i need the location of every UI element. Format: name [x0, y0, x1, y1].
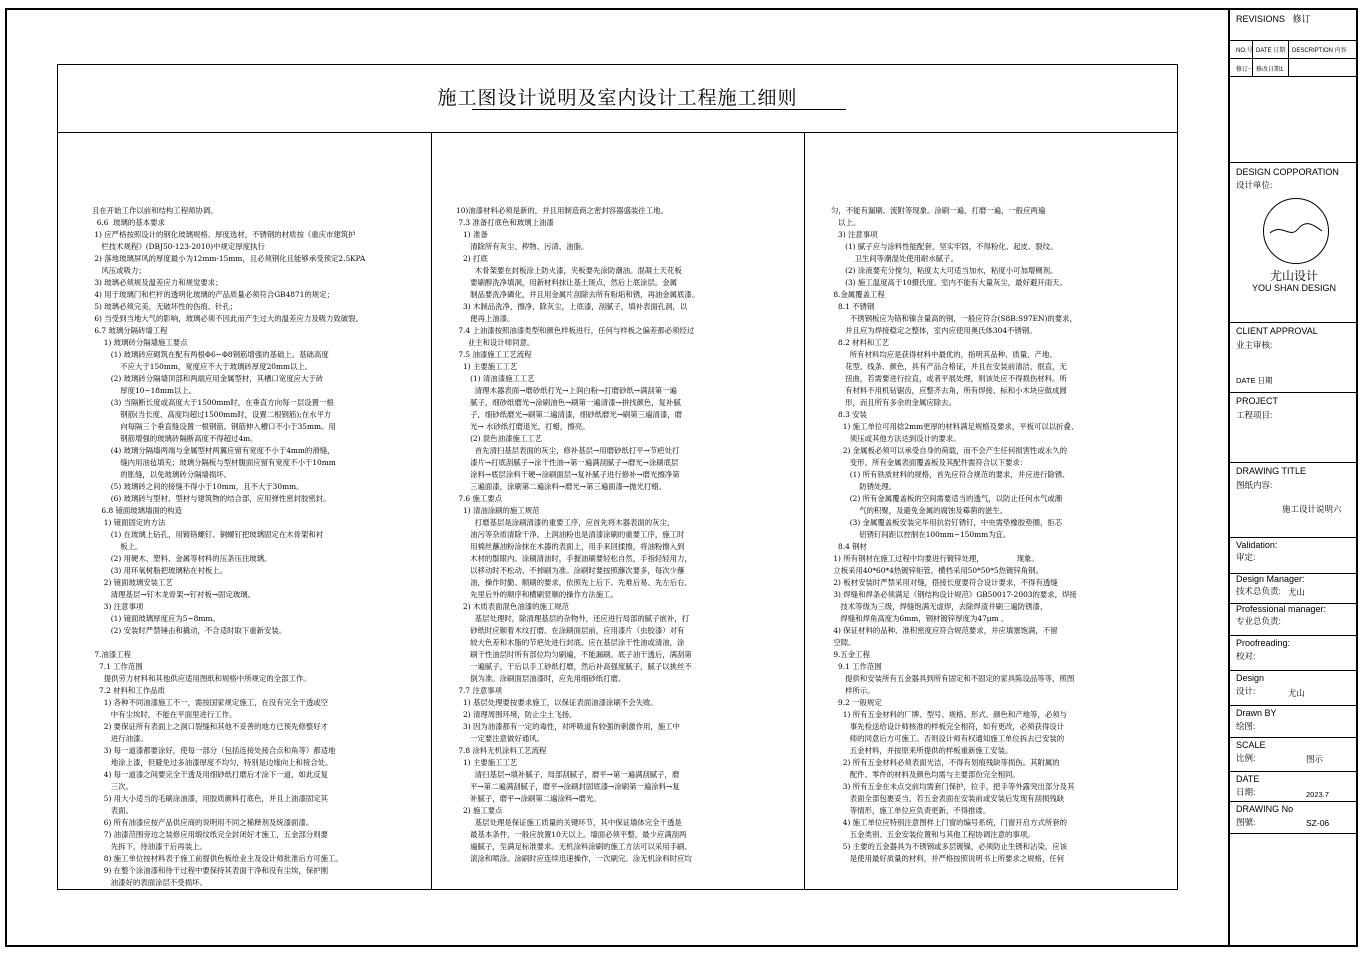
document-title: 施工图设计说明及室内设计工程施工细则	[437, 87, 798, 109]
drawing-title-label: DRAWING TITLE	[1236, 466, 1307, 476]
design-manager-cn-label: 技术总负责:	[1236, 586, 1281, 596]
rev-desc-header: DESCRIPTION 内容	[1292, 48, 1347, 54]
proofreading-label: Proofreading:	[1236, 638, 1291, 648]
validation-label: Validation:	[1236, 540, 1278, 550]
design-label: Design	[1236, 673, 1265, 683]
project-item-label: 工程项目:	[1236, 410, 1273, 420]
drawing-title-section	[1230, 463, 1358, 538]
rev-row1-no: 修订一	[1236, 67, 1255, 73]
scale-value: 图示	[1306, 754, 1324, 764]
date-value: 2023.7	[1306, 790, 1329, 799]
scale-label: SCALE	[1236, 740, 1266, 750]
client-approval-label: CLIENT APPROVAL	[1236, 326, 1318, 336]
spec-column-3: 匀，不能有漏刷、流附等现象。涂刷一遍，打磨一遍，一般应两遍 以上。 3) 注意事项 (1) 腻子应与涂料性能配套，坚实牢固，不得粉化、起皮、裂纹。 卫生间等潮湿处使用耐水腻子。 (2) 涂液要充分搅匀，粘度太大可适当加水，粘度小可加增稠剂。 (3) 施工温度高于10摄氏度。室内不能有大量灰尘，最好避开雨天。 8.金属覆盖工程 8.1 不锈钢 不锈钢板应为铬和镍含量高的钢，一般应符合(S8B:S97EN)的要求， 并且应为焊接稳定之整体，室内应使用奥氏体304不锈钢。 8.2 材料和工艺 所有材料均应是获得材料中最优的，指明其品种、质量、产地、 花型、线条、颜色，具有产品合格证，并且在安装前清洁，抿直，无 扭曲，若需要进行拉直，或者平展处理，则该处应不得损伤材料。所 有材料不用机钻锯齿，应整齐去角，所有焊接、标和小木块应做成圆 形，而且所有多余的金属应除去。 8.3 安装 1) 施工单位可用捻2mm更厚的材料满足规格及要求，平板可以以折叠、 须压或其他方法达到设计的要求。 2) 金属板必须可以承受自身的荷载，而不会产生任何损害性或永久的 变形。所有金属表面覆盖板及其配件需符合以下要求： (1) 所有铁质材料的规格，首先应符合规范的要求，并应进行除锈、 防锈处理。 (2) 所有金属覆盖板的空间需要适当的透气，以防止任何水气或潮 气的积聚，及避免金属的腐蚀及霉菌的滋生。 (3) 金属覆盖板安装完毕用抗岩钉锈钉，中央需垫橡胶垫圈，拒芯 铝锈钉间距以控制在100mm~150mm为宜。 8.4 钢材 1) 所有钢材在施工过程中均要进行镀锌处理， 现象。 立板采用40*60*4热镀锌矩管，横档采用50*50*5热镀锌角钢。 2) 板材安装时严禁采用对缝，搭接长度要符合设计要求，不得有透缝 3) 焊缝和焊条必须满足《钢结构设计规范》GB50017-2003的要求，焊接 技术等级为三级，焊缝饱满无虚焊，去除焊渣并刷三遍防锈漆， 焊缝和焊角高度为6mm，钢材镀锌厚度为47μm 。 4) 保证材料的品种、准积密度应符合规范要求，并应填塞饱满，不留 空隙。 9.五金工程 9.1 工作范围 提供和安装所有五金器具到所有固定和不固定的家具陈设品等等，照图 样所示。 9.2 一般规定 1) 所有五金材料的厂牌、型号、规格、形式、颜色和产地等，必须与 事先检送给设计师核准的样板完全相符，如有更改，必须获得设计 师的同意后方可施工。否则设计师有权通知施工单位拆去已安装的 五金材料，并按原来所提供的样板重新施工安装。 2) 所有五金材料必须表面光洁，不得有划痕残缺等损伤。其附属的 配件、零件的材料及颜色均需与主要部份完全相同。 3) 所有五金在未点交前均需套门保护，拉手，把手等外露突出部分及其 表面全部包裹妥当，若五金表面在安装前或安装后发现有刮损残缺 等情形，施工单位应负责更新，不得推诿。 4) 施工单位应特别注意图样上门窗的编号系统，门窗开启方式所套的 五金类别、五金安装位置和与其他工程协调注意的事项。 5) 主要的五金器具为不锈钢或多层镀镍，必须防止生锈和沾染，应该 是使用最好质量的材料，并严格按照说明书上所要求之规格，任何	[831, 206, 1079, 863]
drawing-no-cn-label: 图號:	[1236, 817, 1256, 827]
drawing-no-value: SZ-06	[1306, 818, 1330, 828]
drawing-no-label: DRAWING No	[1236, 804, 1294, 814]
prof-manager-label: Professional manager:	[1236, 604, 1327, 614]
spec-column-1: 且在开始工作以前和结构工程师协调。 6.6 玻璃的基本要求 1) 应严格按照设计的钢化玻璃规格、厚度选材，不锈钢的材质按《重庆市建筑护 栏技术规程》(DBJ50-123-2010)中规定厚度执行 2) 落地玻璃屏风的厚度最小为12mm-15mm，且必须钢化且能够承受预定2.5KPA 风压或吸力； 3) 玻璃必须规及温差应力和规觉要求； 4) 用于玻璃门和栏杆的透明化玻璃的产品质量必须符合GB4871的规定； 5) 玻璃必须完美，无破坏性的伤痕、针孔； 6) 当受到当地大气的影响，玻璃必须不因此而产生过大的温差应力及吸力致破裂。 6.7 玻璃分隔砖墙工程 1) 玻璃砖分隔墙施工要点 (1) 玻璃砖应砌筑在配有两根Φ6~Φ8钢筋增强的基础上。基础高度 不应大于150mm，宽度应不大于玻璃砖厚度20mm以上。 (2) 玻璃砖分隔墙顶部和两端应用金属型材，其槽口宽度应大于砖 厚度10~18mm以上。 (3) 当隔断长度或高度大于1500mm时，在垂直方向每一层设置一根 钢筋(当长度、高度均超过1500mm时，设置二根钢筋);在水平方 向每隔三个垂直缝设置一根钢筋。钢筋伸入槽口不小于35mm。用 钢筋增强的玻璃砖隔断高度不得超过4m。 (4) 玻璃分隔墙两端与金属型材两翼应留有宽度不小于4mm的滑缝， 缝内用油毡填充；玻璃分隔板与型材腹面应留有宽度不小于10mm 的胀缝，以免玻璃砖分隔墙损坏。 (5) 玻璃砖之间的接缝不得小于10mm，且不大于30mm。 (6) 玻璃砖与型材、型材与建筑物的结合部，应用弹性密封胶密封。 6.8 镜面玻璃墙面的构造 1) 镜面固定的方法 (1) 在玻璃上钻孔，用镀铬螺钉、铜螺钉把玻璃固定在木骨架和衬 板上。 (2) 用硬木、塑料、金属等材料的压条压住玻璃。 (3) 用环氧树脂把玻璃粘在衬板上。 2) 镜面玻璃安装工艺 清理基层→钉木龙骨架→钉衬板→固定玻璃。 3) 注意事项 (1) 镜面玻璃厚度应为5~8mm。 (2) 安装时严禁锤击和撬动，不合适时取下重新安装。 7.油漆工程 7.1 工作范围 提供劳力材料和其他供应适用图纸和规格中所规定的全部工作。 7.2 材料和工作品质 1) 各种不同油漆施工不一，需按国家规定施工，在没有完全干透或空 中有尘埃时，不能在平面里进行工作。 2) 要保证所有表面上之洞口裂缝和其他不妥善的地方已预先修整好才 进行油漆。 3) 每一道漆都要涂好，使每一部分（包括连接处接合点和角等）都适地 地涂上漆，但避免过多油漆厚度不均匀，特别是边缘向上和接合处。 4) 每一道漆之间要完全干透及用细砂纸打磨后才涂下一道，如此反复 三次。 5) 用大小适当的毛刷涂油漆，用胶质颜料打底色，并且上油漆固定其 表面。 6) 所有油漆应按产品供应商的说明用不同之稀释剂及统漆面漆。 7) 油漆范围旁边之装修应用缎纹纸完全封闭好才施工，五金部分则要 先拆下，待油漆干后再装上。 8) 施工单位按材料表于施工前提供色板给业主及设计师批准后方可施工。 9) 在整个涂油漆和待干过程中要保持其表面干净和没有尘埃，保护刚 油漆好的表面涂层不受损坏。	[58, 133, 432, 890]
drawn-by-cn-label: 绘图:	[1236, 721, 1256, 731]
revisions-section	[1230, 8, 1358, 163]
proofreading-cn-label: 校对:	[1236, 651, 1256, 661]
spec-column-2: 10)油漆材料必须是新的，并且用制造商之密封容器盛装往工地。 7.3 准备打底色和玻璃上油漆 1) 准备 清除所有灰尘、秽物、污渍、油脂。 2) 打底 木骨架要在封板涂上防火漆，夹板要先涂防潮油。混凝土天花板 要刷醇洗净填洞，用新材料抹让基土斑点，然后上底涂层。金属 制品要洗净磷化，并且用金属片刮除去所有粉垢和锈，再油金属底漆。 3) 木制品洗净，擦净，除灰尘，上底漆，刮腻子，填补表面孔洞，以 便再上油漆。 7.4 上油漆按照油漆类型和颜色样板进行，任何与样板之偏差都必须经过 业主和设计师同意。 7.5 油漆施工工艺流程 1) 主要施工工艺 (1) 清油漆施工工艺 清理木器表面→磨砂纸打光→上润白粉→打磨砂纸→满刮第一遍 腻子，细砂纸磨光→涂刷油色→刷第一遍清漆→拼找颜色，复补腻 子，细砂纸磨光→刷第二遍清漆，细砂纸磨光→刷第三遍清漆，磨 光→ 水砂纸打磨退光，打蜡，擦亮。 (2) 混色油漆施工工艺 首先清扫基层表面的灰尘，修补基层→用磨砂纸打平→节疤处打 漆片→打底刮腻子→涂干性油→第一遍满刮腻子→磨光→涂刷底层 涂料→底层涂料干硬→涂刷面层→复补腻子进行修补→磨光擦净第 三遍面漆，涂刷第二遍涂料→磨光→第三遍面漆→抛光打蜡。 7.6 施工要点 1) 清油涂刷的施工规范 打磨基层是涂刷清漆的重要工序，应首先将木器表面的灰尘， 油污等杂质清除干净。上润油粉也是清漆涂刷的重要工序，施工时 用棉丝蘸油粉涂抹在木器的表面上，用手来回揉擦，将油粉擦入到 木材的鬃眼内。涂刷清油时，手握油刷要轻松自然，手指轻轻用力， 以移动时不松动、不掉刷为准。涂刷时要按照蘸次要多，每次少蘸 油，操作时勤、顺刷的要求，依照先上后下、先难后易、先左后右、 先里后外的顺序和横刷竖顺的操作方法施工。 2) 木质表面混色油漆的施工规范 基层处理时，除清理基层的杂物外，还应进行局部的腻子嵌补，打 砂纸时应顺着木纹打磨。在涂刷面层前，应用漆片（虫胶漆）对有 较大色差和木脂的节疤处进行封底。应在基层涂干性油或清油，涂 刷干性油层时所有部位均匀刷遍，不能漏刷。底子油干透后，满刮第 一遍腻子，干后以手工砂纸打磨，然后补高强度腻子，腻子以挑丝不 倒为准。涂刷面层油漆时，应先用细砂纸打磨。 7.7 注意事项 1) 基层处理要按要求施工，以保证表面油漆涂刷不会失败。 2) 清理周围环境，防止尘土飞扬。 3) 因为油漆都有一定的毒性，对呼吸道有较强的刺激作用，施工中 一定要注意做好通风。 7.8 涂料无机涂料工艺流程 1) 主要施工工艺 清扫基层→填补腻子，局部刮腻子，磨平→第一遍满刮腻子，磨 平→第二遍满刮腻子，磨平→涂刷封固底漆→涂刷第一遍涂料→复 补腻子，磨平→涂刷第二遍涂料→磨光。 2) 施工要点 基层处理是保证施工质量的关键环节，其中保证墙体完全干透是 最基本条件，一般应放置10天以上。墙面必须平整，最少应满刮两 遍腻子，至满足标准要求。无机涂料涂刷的施工方法可以采用手刷、 滚涂和喷涂。涂刷时应连续迅速操作，一次刷完。涂无机涂料时应均	[432, 133, 805, 890]
rev-row1-date: 修改日期1	[1256, 67, 1284, 73]
drawing-no-section	[1230, 802, 1358, 834]
design-cn-label: 设计:	[1236, 686, 1256, 696]
project-label: PROJECT	[1236, 396, 1279, 406]
prof-manager-cn-label: 专业总负责:	[1236, 616, 1281, 626]
design-manager-label: Design Manager:	[1236, 574, 1305, 584]
date-cn-label: 日期:	[1236, 787, 1256, 797]
revisions-label: REVISIONS 修订	[1236, 14, 1311, 24]
company-logo	[1263, 198, 1329, 264]
scale-section	[1230, 738, 1358, 772]
title-row	[58, 65, 1177, 133]
design-value: 尤山	[1288, 688, 1306, 698]
professional-manager-section	[1230, 604, 1358, 636]
drawn-by-section	[1230, 706, 1358, 738]
title-block	[1228, 8, 1358, 947]
drawing-content-label: 图纸内容:	[1236, 480, 1273, 490]
design-manager-value: 尤山	[1288, 587, 1306, 597]
proofreading-section	[1230, 636, 1358, 671]
approval-date-label: DATE 日期	[1236, 376, 1273, 385]
validation-cn-label: 审定:	[1236, 552, 1256, 562]
project-section	[1230, 393, 1358, 463]
drawn-by-label: Drawn BY	[1236, 708, 1277, 718]
validation-section	[1230, 538, 1358, 574]
design-corp-label: DESIGN COPPORATION	[1236, 167, 1339, 177]
client-approval-section	[1230, 323, 1358, 393]
title-underline	[472, 109, 846, 110]
design-section	[1230, 671, 1358, 706]
design-manager-section	[1230, 574, 1358, 604]
date-section	[1230, 772, 1358, 802]
date-label: DATE	[1236, 774, 1260, 784]
rev-date-header: DATE 日期	[1256, 48, 1286, 54]
rev-no-header: NO.号	[1236, 48, 1253, 54]
spec-frame	[57, 64, 1178, 890]
drawing-title-value: 施工设计说明六	[1282, 504, 1342, 514]
owner-review-label: 业主审核:	[1236, 340, 1273, 350]
design-corporation-section	[1230, 163, 1358, 323]
company-name-en: YOU SHAN DESIGN	[1251, 283, 1336, 293]
design-unit-label: 设计单位:	[1236, 180, 1273, 190]
company-name-cn: 尤山设计	[1269, 269, 1318, 283]
scale-cn-label: 比例:	[1236, 753, 1256, 763]
logo-wave-icon	[1264, 199, 1328, 263]
